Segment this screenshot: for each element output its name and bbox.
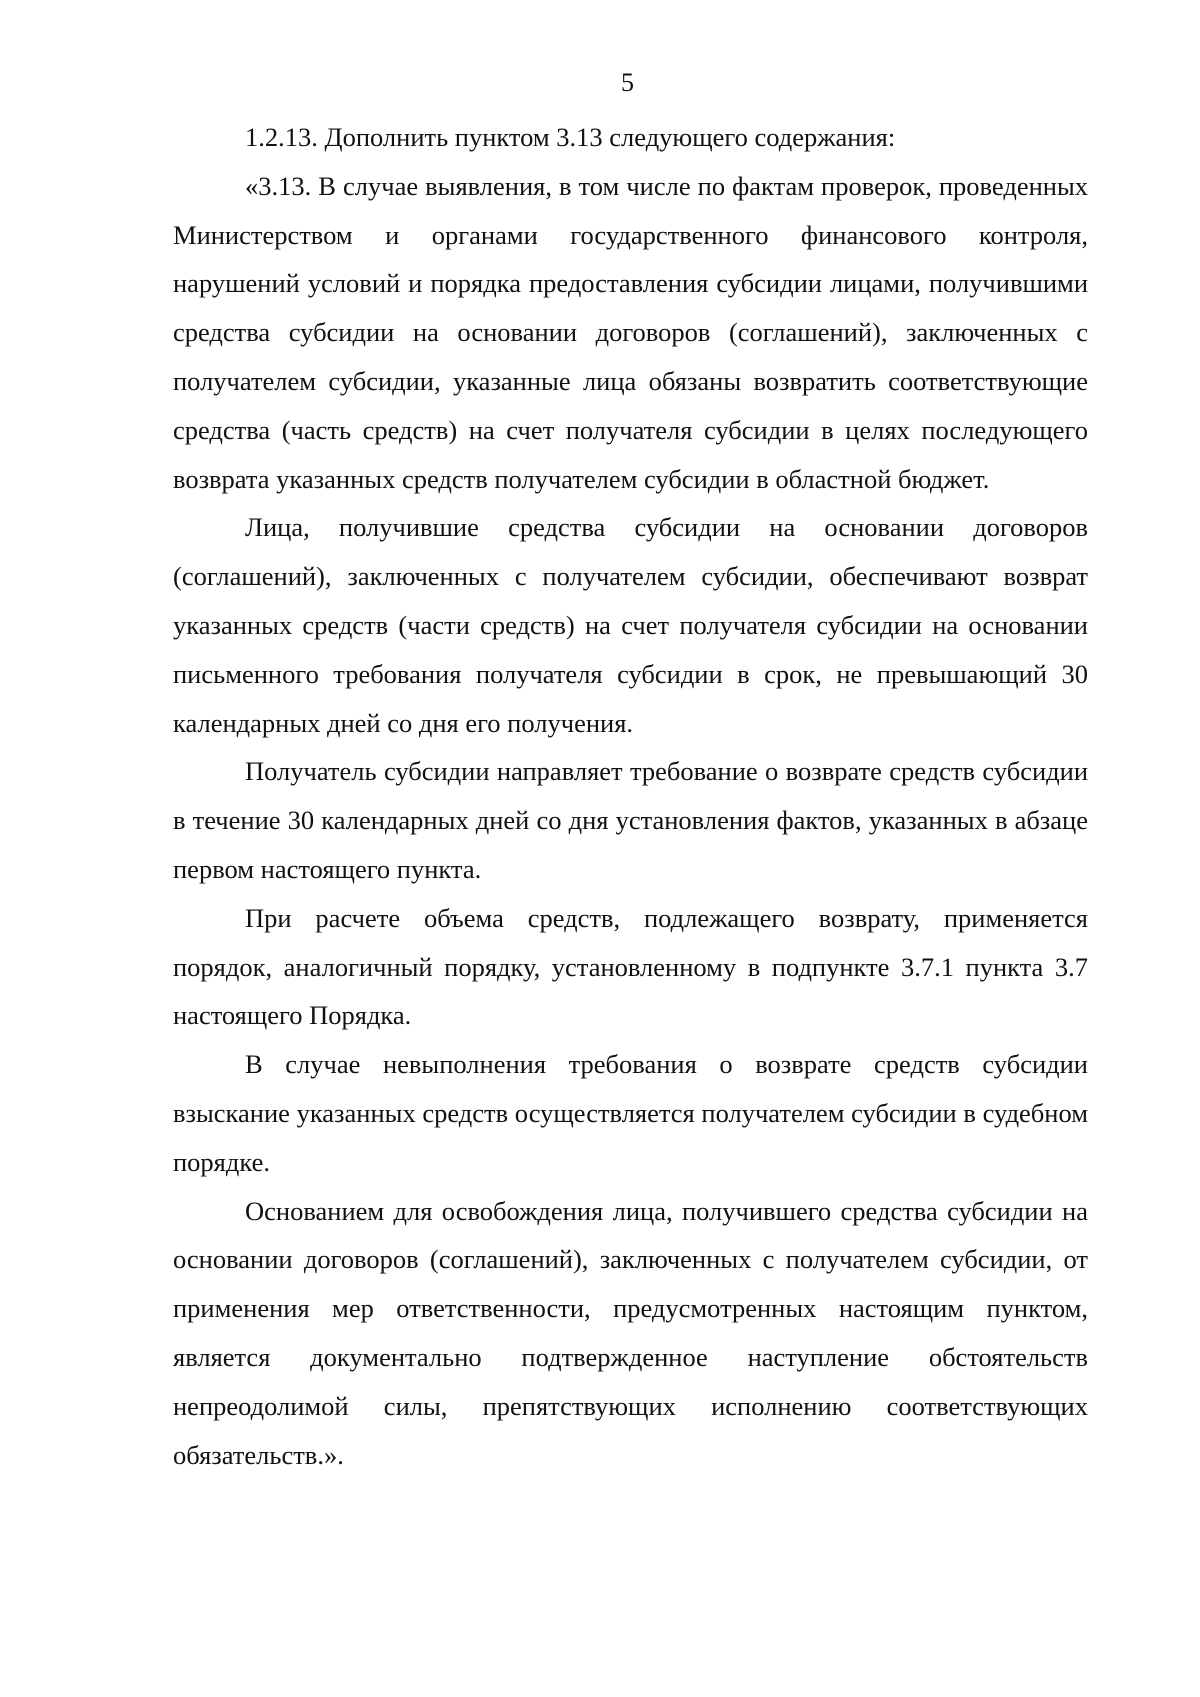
paragraph-3-13-main: «3.13. В случае выявления, в том числе по фактам проверок, проведенных Министерством и органами государственного финансового контроля, нарушений условий и порядка предоставления субсидии лицами, получившими средства субсидии на основании договоров (соглашений), заключенных с получателем субсидии, указанные лица обязаны возвратить соответствующие средства (часть средств) на счет получателя субсидии в целях последующего возврата указанных средств получателем субсидии в областной бюджет. bbox=[173, 170, 1088, 494]
paragraph-amendment-intro: 1.2.13. Дополнить пунктом 3.13 следующего содержания: bbox=[245, 122, 896, 152]
paragraph-return-obligation: Лица, получившие средства субсидии на основании договоров (соглашений), заключенных с получателем субсидии, обеспечивают возврат указанных средств (части средств) на счет получателя субсидии на основании письменного требования получателя субсидии в срок, не превышающий 30 календарных дней со дня его получения. bbox=[173, 512, 1088, 738]
paragraph-force-majeure: Основанием для освобождения лица, получившего средства субсидии на основании договоров (соглашений), заключенных с получателем субсидии, от применения мер ответственности, предусмотренных настоящим пунктом, является документально подтвержденное наступление обстоятельств непреодолимой силы, препятствующих исполнению соответствующих обязательств.». bbox=[173, 1195, 1088, 1470]
page-number: 5 bbox=[621, 68, 634, 97]
paragraph-calculation-order: При расчете объема средств, подлежащего возврату, применяется порядок, аналогичный порядку, установленному в подпункте 3.7.1 пункта 3.7 настоящего Порядка. bbox=[173, 902, 1088, 1031]
paragraph-requirement-deadline: Получатель субсидии направляет требование о возврате средств субсидии в течение 30 календарных дней со дня установления фактов, указанных в абзаце первом настоящего пункта. bbox=[173, 756, 1088, 884]
document-body bbox=[173, 113, 1088, 1479]
paragraph-court-recovery: В случае невыполнения требования о возврате средств субсидии взыскание указанных средств осуществляется получателем субсидии в судебном порядке. bbox=[173, 1049, 1088, 1177]
